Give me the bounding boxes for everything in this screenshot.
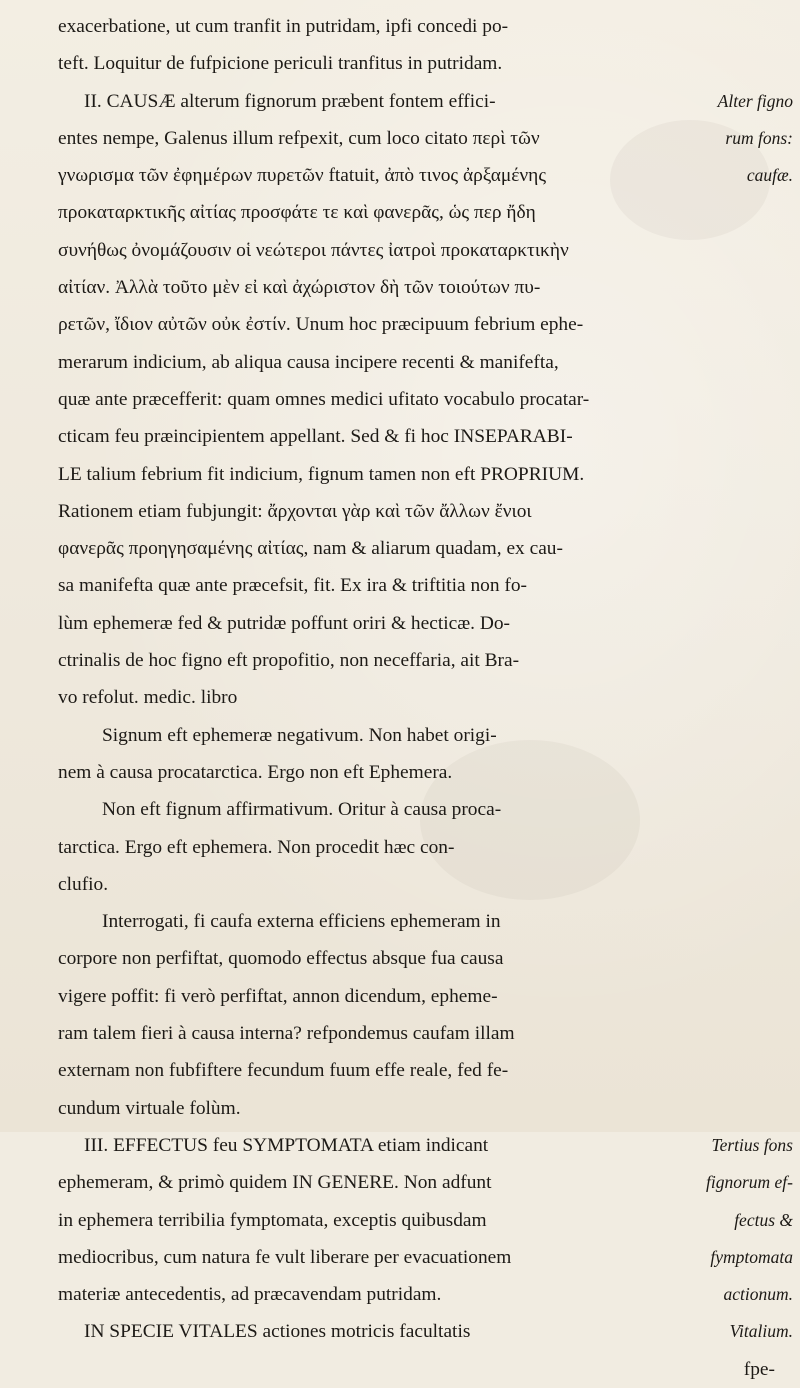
text-line: mediocribus, cum natura fe vult liberare per evacuationem fymptomata xyxy=(58,1239,793,1276)
text-line: προκαταρκτικῆς αἰτίας προσφάτε τε καὶ φανερᾶς, ὡς περ ἤδη xyxy=(58,202,536,224)
text-line: vigere poffit: fi verò perfiftat, annon dicendum, epheme- xyxy=(58,985,498,1007)
text-line: συνήθως ὀνομάζουσιν οἱ νεώτεροι πάντες ἰατροὶ προκαταρκτικὴν xyxy=(58,239,569,261)
margin-note: rum fons: xyxy=(725,127,793,148)
margin-note: fymptomata xyxy=(710,1246,793,1267)
text-line: ρετῶν, ἴδιον αὐτῶν οὐκ ἐστίν. Unum hoc præcipuum febrium ephe- xyxy=(58,314,584,336)
text-line: merarum indicium, ab aliqua causa incipere recenti & manifefta, xyxy=(58,351,559,373)
text-line: Rationem etiam fubjungit: ἄρχονται γὰρ καὶ τῶν ἄλλων ἔνιοι xyxy=(58,500,532,522)
text-line: cticam feu præincipientem appellant. Sed & fi hoc INSEPARABI- xyxy=(58,426,573,448)
margin-note: Vitalium. xyxy=(729,1321,793,1342)
text-line: αἰτίαν. Ἀλλὰ τοῦτο μὲν εἰ καὶ ἀχώριστον δὴ τῶν τοιούτων πυ- xyxy=(58,277,541,299)
margin-note: caufæ. xyxy=(746,165,793,186)
text-line: exacerbatione, ut cum tranfit in putridam, ipfi concedi po- xyxy=(58,16,509,37)
text-line: sa manifefta quæ ante præcefsit, fit. Ex ira & triftitia non fo- xyxy=(58,575,528,597)
text-line: γνωρισμα τῶν ἐφημέρων πυρετῶν ftatuit, ἀπὸ τινος ἀρξαμένης caufæ. xyxy=(58,157,793,194)
text-line: Non eft fignum affirmativum. Oritur à causa proca- xyxy=(102,799,502,821)
text-line: φανερᾶς προηγησαμένης αἰτίας, nam & aliarum quadam, ex cau- xyxy=(58,538,563,560)
text-line: nem à causa procatarctica. Ergo non eft Ephemera. xyxy=(58,761,453,783)
text-line: clufio. xyxy=(58,873,109,895)
text-line: Signum eft ephemeræ negativum. Non habet origi- xyxy=(102,724,497,746)
margin-note: fectus & xyxy=(734,1209,793,1230)
text-line: LE talium febrium fit indicium, fignum tamen non eft PROPRIUM. xyxy=(58,463,585,485)
catchword: fpe- xyxy=(743,1358,775,1380)
text-line: ram talem fieri à causa interna? refpondemus caufam illam xyxy=(58,1023,515,1045)
text-line: lùm ephemeræ fed & putridæ poffunt oriri & hecticæ. Do- xyxy=(58,612,510,634)
text-line: quæ ante præcefferit: quam omnes medici ufitato vocabulo procatar- xyxy=(58,388,590,410)
text-line: Interrogati, fi caufa externa efficiens ephemeram in xyxy=(102,911,501,933)
margin-note: actionum. xyxy=(723,1284,793,1305)
text-line: cundum virtuale folùm. xyxy=(58,1097,241,1119)
text-line: entes nempe, Galenus illum refpexit, cum loco citato περὶ τῶν rum fons: xyxy=(58,120,793,157)
text-line: III. EFFECTUS feu SYMPTOMATA etiam indicant Tertius fons xyxy=(58,1127,793,1164)
margin-note: Alter figno xyxy=(717,90,793,111)
text-line: ephemeram, & primò quidem IN GENERE. Non adfunt fignorum ef- xyxy=(58,1164,793,1201)
text-line: corpore non perfiftat, quomodo effectus absque fua causa xyxy=(58,948,504,970)
text-line: ctrinalis de hoc figno eft propofitio, non neceffaria, ait Bra- xyxy=(58,650,520,672)
margin-note: fignorum ef- xyxy=(705,1172,793,1193)
margin-note: Tertius fons xyxy=(711,1134,793,1155)
text-line: externam non fubfiftere fecundum fuum effe reale, fed fe- xyxy=(58,1060,509,1082)
text-line: IN SPECIE VITALES actiones motricis facultatis Vitalium. xyxy=(58,1313,793,1350)
text-line xyxy=(58,1351,793,1388)
text-line: vo refolut. medic. libro xyxy=(58,687,238,709)
text-line: materiæ antecedentis, ad præcavendam putridam. actionum. xyxy=(58,1276,793,1313)
text-line: II. CAUSÆ alterum fignorum præbent fontem effici- Alter figno xyxy=(58,83,793,120)
text-line: teft. Loquitur de fufpicione periculi tranfitus in putridam. xyxy=(58,53,503,75)
text-line: in ephemera terribilia fymptomata, exceptis quibusdam fectus & xyxy=(58,1202,793,1239)
text-block xyxy=(58,8,793,1388)
text-line: tarctica. Ergo eft ephemera. Non procedit hæc con- xyxy=(58,836,455,858)
